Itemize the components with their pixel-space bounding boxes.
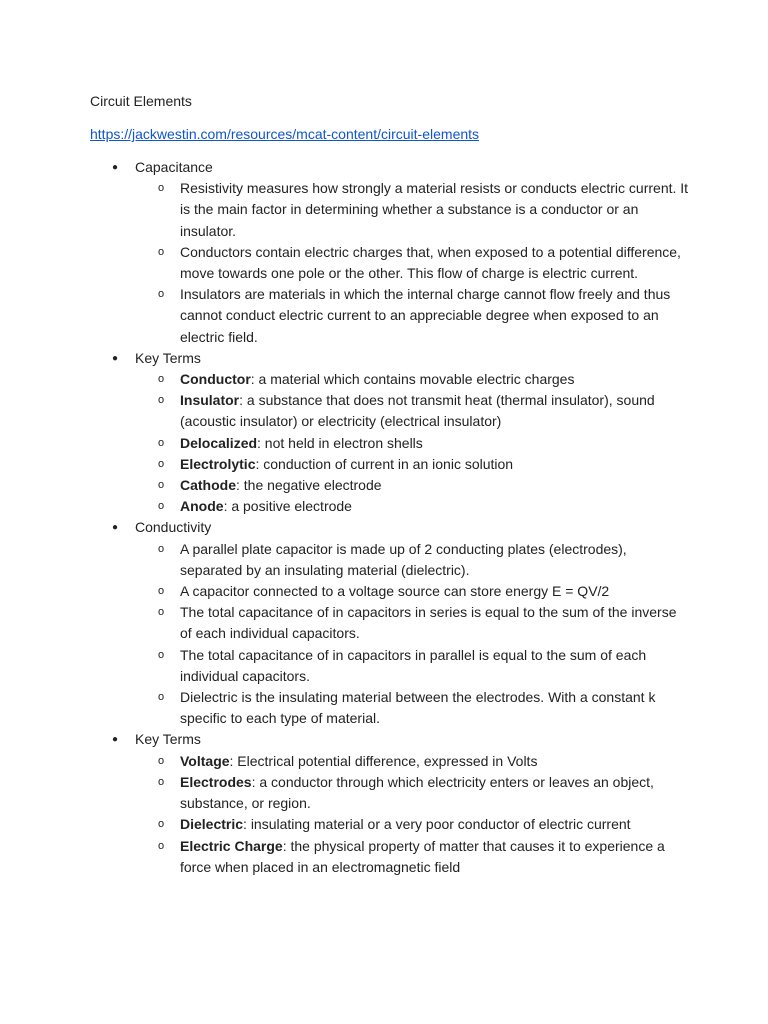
item-text: Resistivity measures how strongly a material resists or conducts electric current. It is the main factor in determining whether a substance is a conductor or an insulator. — [180, 180, 689, 239]
list-item — [135, 772, 690, 814]
term-definition: : a positive electrode — [223, 498, 352, 515]
hollow-bullet-icon: o — [158, 754, 165, 767]
term-definition: : the physical property of matter that causes it to experience a force when placed in an electromagnetic field — [180, 837, 665, 875]
hollow-bullet-icon: o — [158, 691, 165, 704]
section-items — [135, 539, 690, 730]
term-definition: : a material which contains movable electric charges — [250, 371, 575, 388]
term-label: Electrolytic — [180, 455, 256, 472]
hollow-bullet-icon: o — [158, 394, 165, 407]
list-item — [135, 390, 690, 432]
section-capacitance — [90, 157, 690, 348]
term-definition: : insulating material or a very poor conductor of electric current — [243, 816, 631, 833]
hollow-bullet-icon: o — [158, 500, 165, 513]
hollow-bullet-icon: o — [158, 373, 165, 386]
outline-list — [90, 157, 690, 878]
list-item — [135, 178, 690, 242]
list-item — [135, 751, 690, 772]
term-definition: : a conductor through which electricity enters or leaves an object, substance, or region. — [180, 773, 654, 812]
list-item — [135, 242, 690, 284]
item-text: The total capacitance of in capacitors in parallel is equal to the sum of each individual capacitors. — [180, 646, 647, 684]
filled-bullet-icon: ● — [112, 162, 119, 173]
source-link[interactable]: https://jackwestin.com/resources/mcat-content/circuit-elements — [90, 126, 480, 142]
term-label: Insulator — [180, 392, 240, 409]
term-label: Conductor — [180, 371, 251, 388]
item-text: Insulators are materials in which the internal charge cannot flow freely and thus cannot conduct electric current to an appreciable degree when exposed to an electric field. — [180, 286, 671, 345]
list-item — [135, 496, 690, 517]
list-item — [135, 581, 690, 602]
list-item — [135, 539, 690, 581]
hollow-bullet-icon: o — [158, 457, 165, 470]
item-text: A capacitor connected to a voltage source can store energy E = QV/2 — [180, 583, 610, 600]
item-text: A parallel plate capacitor is made up of 2 conducting plates (electrodes), separated by an insulating material (dielectric). — [180, 540, 627, 578]
section-heading: Conductivity — [135, 519, 212, 536]
hollow-bullet-icon: o — [158, 436, 165, 449]
term-definition: : conduction of current in an ionic solution — [255, 455, 514, 472]
hollow-bullet-icon: o — [158, 606, 165, 619]
section-conductivity — [90, 517, 690, 729]
list-item — [135, 814, 690, 835]
hollow-bullet-icon: o — [158, 585, 165, 598]
hollow-bullet-icon: o — [158, 839, 165, 852]
hollow-bullet-icon: o — [158, 648, 165, 661]
item-text: The total capacitance of in capacitors in series is equal to the sum of the inverse of each individual capacitors. — [180, 604, 677, 642]
list-item — [135, 602, 690, 644]
list-item — [135, 454, 690, 475]
term-label: Anode — [180, 498, 224, 515]
item-text: Conductors contain electric charges that, when exposed to a potential difference, move towards one pole or the other. This flow of charge is electric current. — [180, 243, 681, 282]
list-item — [135, 687, 690, 729]
term-label: Dielectric — [180, 816, 244, 833]
list-item — [135, 369, 690, 390]
section-heading: Capacitance — [135, 159, 213, 175]
list-item — [135, 284, 690, 348]
list-item — [135, 836, 690, 878]
term-definition: : a substance that does not transmit heat (thermal insulator), sound (acoustic insulator) or electricity (electrical insulator) — [180, 392, 655, 430]
section-items — [135, 178, 690, 348]
document-title: Circuit Elements — [90, 93, 192, 109]
term-label: Cathode — [180, 477, 236, 494]
term-definition: : not held in electron shells — [257, 434, 423, 451]
section-key-terms-2 — [90, 729, 690, 877]
hollow-bullet-icon: o — [158, 542, 165, 555]
term-label: Electric Charge — [180, 837, 283, 854]
term-definition: : the negative electrode — [236, 477, 382, 494]
list-item — [135, 475, 690, 496]
hollow-bullet-icon: o — [158, 775, 165, 788]
hollow-bullet-icon: o — [158, 818, 165, 831]
section-heading: Key Terms — [135, 349, 201, 366]
item-text: Dielectric is the insulating material between the electrodes. With a constant k specific to each type of material. — [180, 689, 656, 727]
hollow-bullet-icon: o — [158, 479, 165, 492]
term-label: Voltage — [180, 752, 230, 769]
hollow-bullet-icon: o — [158, 182, 165, 195]
section-items — [135, 751, 690, 878]
filled-bullet-icon: ● — [112, 352, 119, 364]
section-heading: Key Terms — [135, 731, 201, 748]
term-label: Delocalized — [180, 434, 258, 451]
section-key-terms-1 — [90, 348, 690, 518]
term-label: Electrodes — [180, 773, 252, 790]
section-items — [135, 369, 690, 517]
list-item — [135, 645, 690, 687]
term-definition: : Electrical potential difference, expressed in Volts — [229, 752, 538, 769]
filled-bullet-icon: ● — [112, 522, 119, 534]
list-item — [135, 433, 690, 454]
filled-bullet-icon: ● — [112, 734, 119, 746]
hollow-bullet-icon: o — [158, 288, 165, 301]
hollow-bullet-icon: o — [158, 245, 165, 258]
